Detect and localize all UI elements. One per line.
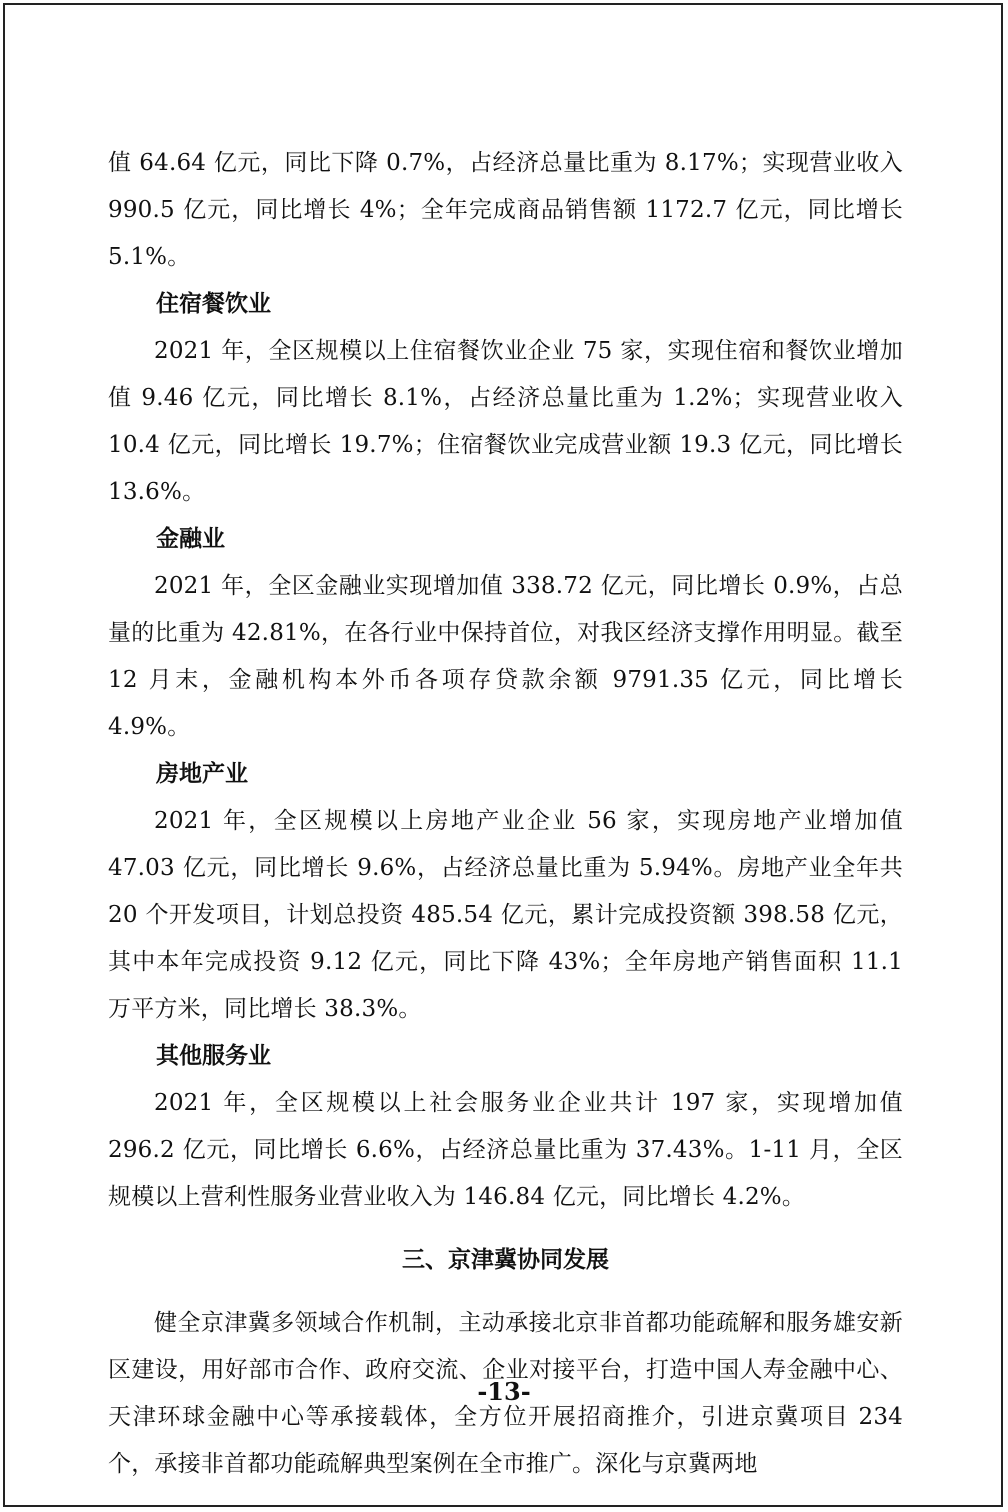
paragraph-accommodation: 2021 年，全区规模以上住宿餐饮业企业 75 家，实现住宿和餐饮业增加值 9.46 亿元，同比增长 8.1%，占经济总量比重为 1.2%；实现营业收入 10.4 亿元，同比增长 19.7%；住宿餐饮业完成营业额 19.3 亿元，同比增长 13.6%。 bbox=[108, 338, 903, 505]
section-title-coordinated-development: 三、京津冀协同发展 bbox=[402, 1247, 609, 1273]
paragraph-wholesale-continued: 值 64.64 亿元，同比下降 0.7%，占经济总量比重为 8.17%；实现营业收入 990.5 亿元，同比增长 4%；全年完成商品销售额 1172.7 亿元，同比增长 5.1%。 bbox=[108, 150, 903, 270]
heading-real-estate: 房地产业 bbox=[156, 761, 248, 787]
paragraph-finance: 2021 年，全区金融业实现增加值 338.72 亿元，同比增长 0.9%，占总量的比重为 42.81%，在各行业中保持首位，对我区经济支撑作用明显。截至 12 月末，金融机构本外币各项存贷款余额 9791.35 亿元，同比增长 4.9%。 bbox=[108, 573, 903, 740]
document-body bbox=[108, 140, 903, 1488]
page-number: -13- bbox=[477, 1377, 531, 1406]
heading-other-services: 其他服务业 bbox=[156, 1043, 271, 1069]
heading-finance: 金融业 bbox=[156, 526, 225, 552]
heading-accommodation: 住宿餐饮业 bbox=[156, 291, 271, 317]
paragraph-other-services: 2021 年，全区规模以上社会服务业企业共计 197 家，实现增加值 296.2 亿元，同比增长 6.6%，占经济总量比重为 37.43%。1-11 月，全区规模以上营利性服务业营业收入为 146.84 亿元，同比增长 4.2%。 bbox=[108, 1090, 903, 1210]
paragraph-real-estate: 2021 年，全区规模以上房地产业企业 56 家，实现房地产业增加值 47.03 亿元，同比增长 9.6%，占经济总量比重为 5.94%。房地产业全年共 20 个开发项目，计划总投资 485.54 亿元，累计完成投资额 398.58 亿元，其中本年完成投资 9.12 亿元，同比下降 43%；全年房地产销售面积 11.1 万平方米，同比增长 38.3%。 bbox=[108, 808, 903, 1022]
paragraph-coordinated-development: 健全京津冀多领域合作机制，主动承接北京非首都功能疏解和服务雄安新区建设，用好部市合作、政府交流、企业对接平台，打造中国人寿金融中心、天津环球金融中心等承接载体，全方位开展招商推介，引进京冀项目 234 个，承接非首都功能疏解典型案例在全市推广。深化与京冀两地 bbox=[108, 1310, 903, 1477]
